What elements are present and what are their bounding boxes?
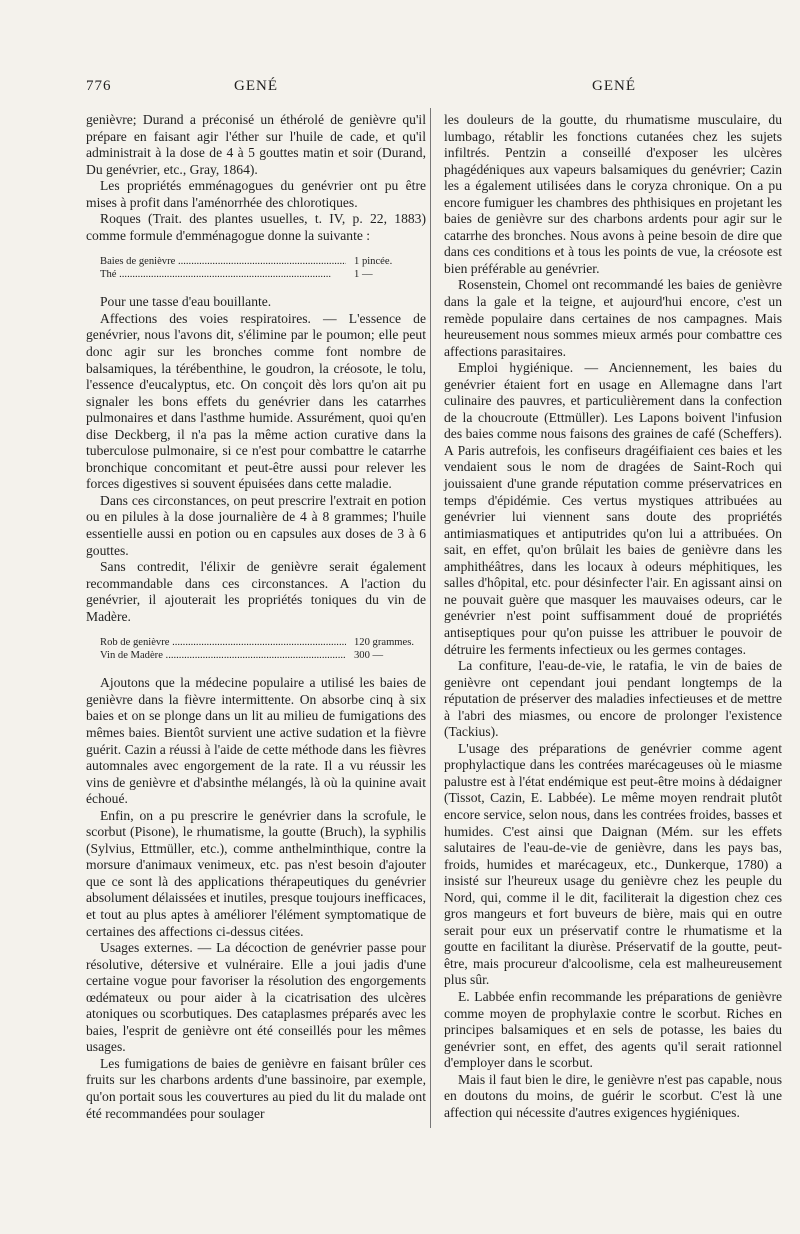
left-column — [86, 112, 426, 1122]
formula-row — [100, 255, 426, 268]
paragraph: Dans ces circonstances, on peut prescrire l'extrait en potion ou en pilules à la dose journalière de 4 à 8 grammes; l'huile essentielle aussi en potion ou en capsules aux doses de 3 à 6 gouttes. — [86, 492, 426, 558]
ingredient-name: Baies de genièvre ..... — [100, 255, 346, 268]
ingredient-qty: 300 — — [354, 650, 384, 662]
paragraph: Affections des voies respiratoires. — L'essence de genévrier, nous l'avons dit, s'élimine par le poumon; elle peut donc agir sur les bronches comme font nombre de balsamiques, la térébenthine, le goudron, la créosote, le tolu, l'essence d'eucalyptus, etc. On conçoit dès lors qu'on ait pu signaler les bons effets du genévrier dans les catarrhes pulmonaires et dans l'asthme humide. Assurément, quoi qu'en dise Deckberg, il n'a pas la même action curative dans la tuberculose pulmonaire, si ce n'est pour combattre le catarrhe bronchique concomitant et peut-être aussi pour relever les forces digestives si souvent épuisées dans cette maladie. — [86, 310, 426, 492]
paragraph: les douleurs de la goutte, du rhumatisme musculaire, du lumbago, rétablir les fonctions cutanées chez les sujets infiltrés. Pentzin a conseillé d'exposer les ulcères phagédéniques aux vapeurs balsamiques du genévrier; Cazin les a également utilisées dans le coryza chronique. On a pu encore fumiguer les chambres des phthisiques en projetant les baies de genièvre sur des charbons ardents pour agir sur le catarrhe des bronches. Nous avons à peine besoin de dire que dans ces conditions et à tous les points de vue, la créosote est bien préférable au genévrier. — [444, 112, 782, 276]
running-title-right: GENÉ — [592, 78, 636, 94]
paragraph: Pour une tasse d'eau bouillante. — [100, 294, 272, 310]
formula-1 — [100, 255, 426, 281]
formula-2 — [100, 636, 426, 662]
paragraph: genièvre; Durand a préconisé un éthérolé de genièvre qu'il prépare en faisant agir l'éther sur l'huile de cade, et qu'il administrait à la dose de 4 à 5 gouttes matin et soir (Durand, Du genévrier, etc., Gray, 1864). — [86, 112, 426, 177]
page-number: 776 — [86, 78, 112, 94]
paragraph: Usages externes. — La décoction de genévrier passe pour résolutive, détersive et vulnéraire. Elle a joui jadis d'une certaine vogue pour favoriser la résolution des engorgements œdémateux ou pour aider à la cicatrisation des ulcères atoniques ou scorbutiques. Des cataplasmes préparés avec les baies, l'esprit de genièvre ont été conseillés pour les mêmes usages. — [86, 940, 426, 1055]
column-divider — [430, 108, 431, 1128]
formula-row — [100, 636, 426, 649]
paragraph: Roques (Trait. des plantes usuelles, t. IV, p. 22, 1883) comme formule d'emménagogue donne la suivante : — [86, 211, 426, 243]
paragraph: Rosenstein, Chomel ont recommandé les baies de genièvre dans la gale et la teigne, et aujourd'hui encore, c'est un remède populaire dans certaines de nos campagnes. Mais heureusement nous sommes mieux armés pour combattre ces affections parasitaires. — [444, 277, 782, 359]
running-title-left: GENÉ — [234, 78, 278, 94]
paragraph: Mais il faut bien le dire, le genièvre n'est pas capable, nous en doutons du moins, de guérir le scorbut. C'est là une affection qui nécessite d'autres exigences hygiéniques. — [444, 1071, 782, 1120]
paragraph: Les fumigations de baies de genièvre en faisant brûler ces fruits sur les charbons ardents d'une bassinoire, par exemple, qu'on portait sous les couvertures au pied du lit du malade ont été recommandées pour soulager — [86, 1055, 426, 1121]
ingredient-qty: 1 — — [354, 269, 373, 281]
paragraph: Emploi hygiénique. — Anciennement, les baies du genévrier étaient fort en usage en Allemagne dans l'art culinaire des pauvres, et particulièrement dans la confection de la choucroute (Ettmüller). Les Lapons boivent l'infusion des baies comme nous faisons des graines de café (Scheffers). A Paris autrefois, les confiseurs dragéifiaient ces baies et les vendaient sous le nom de dragées de Saint-Roch qui jouissaient d'une grande réputation comme préservatrices en temps d'épidémie. Ces vertus mystiques attribuées au genévrier lui viennent sans doute des propriétés antimiasmatiques et antiputrides qu'on lui a attribuées. On sait, en effet, qu'on brûlait les baies de genièvre dans les amphithéâtres, dans les locaux à odeurs méphitiques, les salles d'hôpital, etc. pour désinfecter l'air. En agissant ainsi on ne pouvait guère que masquer les mauvaises odeurs, car le genévrier n'est point suffisamment doué de propriétés antiseptiques pour qu'on puisse les attribuer le pouvoir de détruire les ferments infectieux ou les germes contages. — [444, 360, 782, 657]
paragraph: E. Labbée enfin recommande les préparations de genièvre comme moyen de prophylaxie contre le scorbut. Riches en principes balsamiques et en sels de potasse, les baies du genévrier sont, en effet, des agents qu'il serait rationnel d'employer dans le scorbut. — [444, 988, 782, 1071]
right-column — [444, 112, 782, 1121]
paragraph: Enfin, on a pu prescrire le genévrier dans la scrofule, le scorbut (Pisone), le rhumatisme, la goutte (Bruch), la syphilis (Sylvius, Ettmüller, etc.), comme anthelminthique, contre la morsure d'animaux venimeux, etc. pas n'est besoin d'ajouter que ce sont là des applications thérapeutiques du genévrier absolument délaissées et inutiles, presque toujours inefficaces, et tout au plus aptes à améliorer l'élément symptomatique de certaines des affections ci-dessus citées. — [86, 807, 426, 939]
formula-row — [100, 649, 426, 662]
ingredient-qty: 120 grammes. — [354, 637, 415, 649]
paragraph: L'usage des préparations de genévrier comme agent prophylactique dans les contrées marécageuses où le miasme palustre est à l'état endémique est peut-être moins à dédaigner (Tissot, Cazin, E. Labbée). Le même moyen rendrait plutôt encore service, selon nous, dans les contrées froides, basses et humides. C'est ainsi que Daignan (Mém. sur les effets salutaires de l'eau-de-vie de genièvre, dans les pays bas, froids, humides et marécageux, etc., Dunkerque, 1780) a insisté sur l'heureux usage du genièvre chez les peuple du Nord, qui, comme il le dit, faciliterait la digestion chez ces gros mangeurs et fort buveurs de bière, mais qui en outre serait pour eux un préservatif contre le rhumatisme et la goutte en facilitant la diurèse. Préservatif de la goutte, peut-être, mais procureur d'alcoolisme, cela est malheureusement plus sûr. — [444, 740, 782, 988]
ingredient-name: Thé ..... — [100, 268, 346, 281]
paragraph: Les propriétés emménagogues du genévrier ont pu être mises à profit dans l'aménorrhée des chlorotiques. — [86, 178, 426, 210]
paragraph: La confiture, l'eau-de-vie, le ratafia, le vin de baies de genièvre ont cependant joui pendant longtemps de la réputation de préserver des maladies infectieuses et de mettre à l'abri des miasmes, ou encore de prolonger l'existence (Tackius). — [444, 658, 782, 740]
ingredient-name: Vin de Madère ..... — [100, 649, 346, 662]
paragraph: Sans contredit, l'élixir de genièvre serait également recommandable dans ces circonstances. A l'action du genévrier, il ajouterait les propriétés toniques du vin de Madère. — [86, 559, 426, 624]
ingredient-qty: 1 pincée. — [354, 256, 393, 268]
formula-row — [100, 268, 426, 281]
ingredient-name: Rob de genièvre ..... — [100, 636, 346, 649]
paragraph: Ajoutons que la médecine populaire a utilisé les baies de genièvre dans la fièvre intermittente. On absorbe cinq à six baies et on se plonge dans un lit au milieu de fumigations des mêmes baies. Bientôt survient une active sudation et la fièvre guérit. Cazin a réussi à l'aide de cette méthode dans les fièvres automnales avec engorgement de la rate. Il a vu réussir les vins de genièvre et d'absinthe mélangés, là où la quinine avait échoué. — [86, 675, 426, 807]
